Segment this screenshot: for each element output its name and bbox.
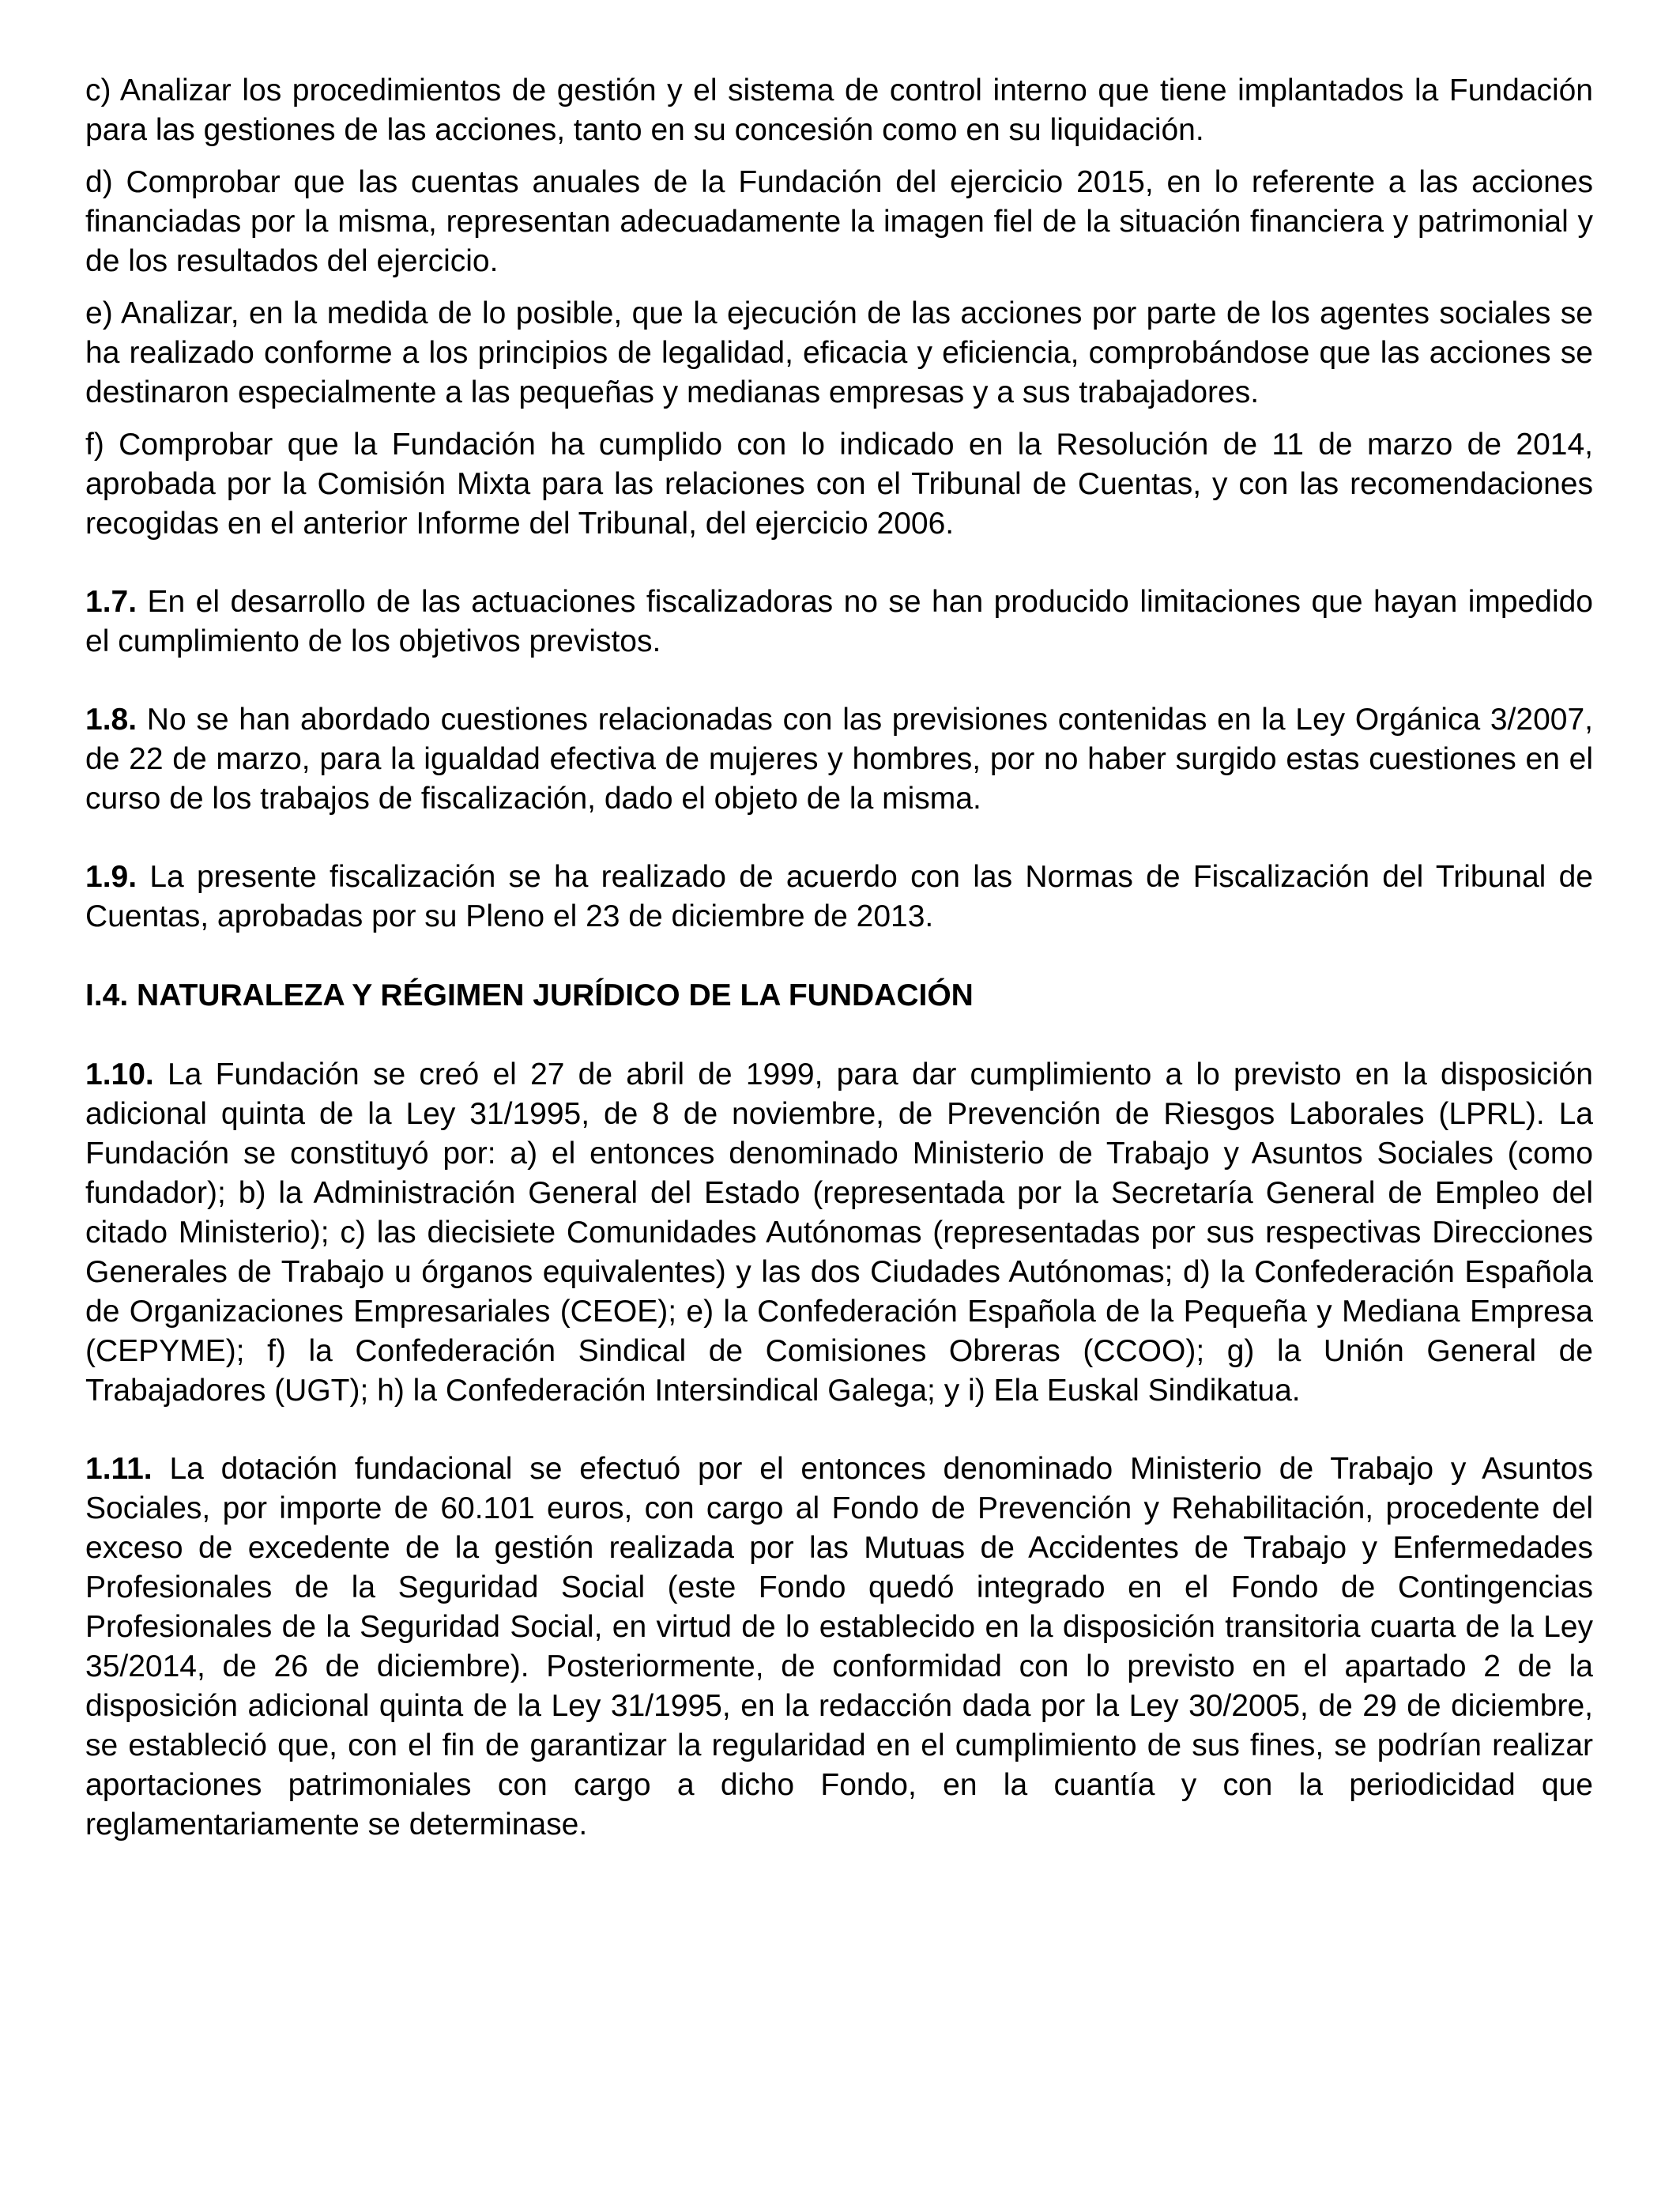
paragraph-number: 1.11. bbox=[85, 1452, 153, 1486]
document-page bbox=[85, 71, 1593, 1883]
paragraph-1-9 bbox=[85, 858, 1593, 937]
paragraph-1-10 bbox=[85, 1055, 1593, 1411]
paragraph-number: 1.10. bbox=[85, 1057, 154, 1091]
paragraph-text: La dotación fundacional se efectuó por el entonces denominado Ministerio de Trabajo y Asuntos Sociales, por importe de 60.101 euros, con cargo al Fondo de Prevención y Rehabilitación, procedente del exceso de excedente de la gestión realizada por las Mutuas de Accidentes de Trabajo y Enfermedades Profesionales de la Seguridad Social (este Fondo quedó integrado en el Fondo de Contingencias Profesionales de la Seguridad Social, en virtud de lo establecido en la disposición transitoria cuarta de la Ley 35/2014, de 26 de diciembre). Posteriormente, de conformidad con lo previsto en el apartado 2 de la disposición adicional quinta de la Ley 31/1995, en la redacción dada por la Ley 30/2005, de 29 de diciembre, se estableció que, con el fin de garantizar la regularidad en el cumplimiento de sus fines, se podrían realizar aportaciones patrimoniales con cargo a dicho Fondo, en la cuantía y con la periodicidad que reglamentariamente se determinase. bbox=[85, 1452, 1593, 1842]
paragraph-text: No se han abordado cuestiones relacionadas con las previsiones contenidas en la Ley Orgánica 3/2007, de 22 de marzo, para la igualdad efectiva de mujeres y hombres, por no haber surgido estas cuestiones en el curso de los trabajos de fiscalización, dado el objeto de la misma. bbox=[85, 703, 1593, 816]
paragraph-1-8 bbox=[85, 700, 1593, 819]
paragraph-f: f) Comprobar que la Fundación ha cumplido con lo indicado en la Resolución de 11 de marzo de 2014, aprobada por la Comisión Mixta para las relaciones con el Tribunal de Cuentas, y con las recomendaciones recogidas en el anterior Informe del Tribunal, del ejercicio 2006. bbox=[85, 428, 1593, 541]
section-heading: I.4. NATURALEZA Y RÉGIMEN JURÍDICO DE LA FUNDACIÓN bbox=[85, 978, 974, 1012]
paragraph-d: d) Comprobar que las cuentas anuales de la Fundación del ejercicio 2015, en lo referente a las acciones financiadas por la misma, representan adecuadamente la imagen fiel de la situación financiera y patrimonial y de los resultados del ejercicio. bbox=[85, 165, 1593, 278]
paragraph-number: 1.7. bbox=[85, 585, 137, 619]
paragraph-1-7 bbox=[85, 582, 1593, 662]
paragraph-text: En el desarrollo de las actuaciones fiscalizadoras no se han producido limitaciones que hayan impedido el cumplimiento de los objetivos previstos. bbox=[85, 585, 1593, 658]
paragraph-text: La presente fiscalización se ha realizado de acuerdo con las Normas de Fiscalización del Tribunal de Cuentas, aprobadas por su Pleno el 23 de diciembre de 2013. bbox=[85, 860, 1593, 933]
paragraph-number: 1.9. bbox=[85, 860, 137, 894]
paragraph-1-11 bbox=[85, 1449, 1593, 1845]
paragraph-c: c) Analizar los procedimientos de gestión y el sistema de control interno que tiene implantados la Fundación para las gestiones de las acciones, tanto en su concesión como en su liquidación. bbox=[85, 74, 1593, 147]
paragraph-text: La Fundación se creó el 27 de abril de 1999, para dar cumplimiento a lo previsto en la disposición adicional quinta de la Ley 31/1995, de 8 de noviembre, de Prevención de Riesgos Laborales (LPRL). La Fundación se constituyó por: a) el entonces denominado Ministerio de Trabajo y Asuntos Sociales (como fundador); b) la Administración General del Estado (representada por la Secretaría General de Empleo del citado Ministerio); c) las diecisiete Comunidades Autónomas (representadas por sus respectivas Direcciones Generales de Trabajo u órganos equivalentes) y las dos Ciudades Autónomas; d) la Confederación Española de Organizaciones Empresariales (CEOE); e) la Confederación Española de la Pequeña y Mediana Empresa (CEPYME); f) la Confederación Sindical de Comisiones Obreras (CCOO); g) la Unión General de Trabajadores (UGT); h) la Confederación Intersindical Galega; y i) Ela Euskal Sindikatua. bbox=[85, 1057, 1593, 1408]
paragraph-number: 1.8. bbox=[85, 703, 137, 737]
paragraph-e: e) Analizar, en la medida de lo posible, que la ejecución de las acciones por parte de los agentes sociales se ha realizado conforme a los principios de legalidad, eficacia y eficiencia, comprobándose que las acciones se destinaron especialmente a las pequeñas y medianas empresas y a sus trabajadores. bbox=[85, 296, 1593, 409]
